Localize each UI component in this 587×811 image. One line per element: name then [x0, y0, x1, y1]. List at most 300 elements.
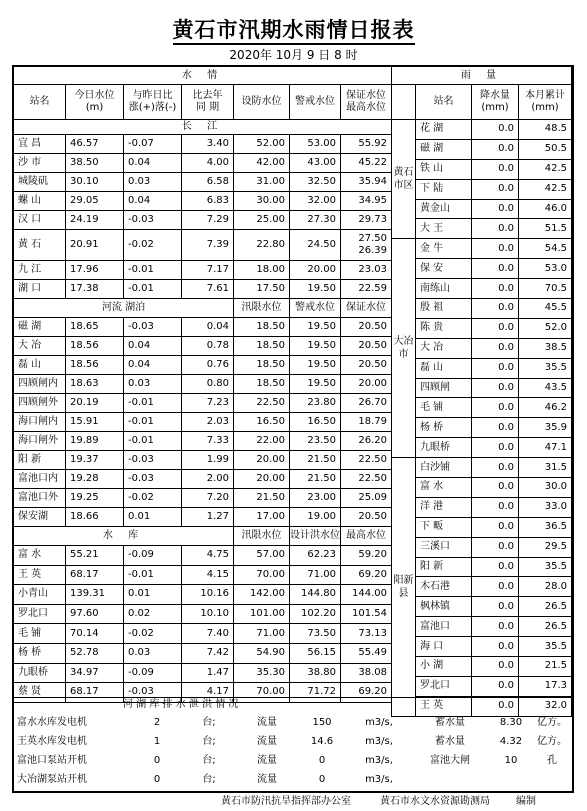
station-name: 木石港	[416, 577, 472, 597]
water-value: 57.00	[234, 546, 290, 566]
water-value: 2.03	[182, 413, 234, 432]
water-value: 20.00	[234, 470, 290, 489]
discharge-value: 流量	[257, 754, 277, 766]
rain-value: 32.0	[519, 696, 572, 716]
water-value: 7.20	[182, 489, 234, 508]
discharge-value: 8.30	[499, 716, 523, 728]
station-name: 大 冶	[14, 337, 66, 356]
discharge-value: 1	[153, 735, 161, 747]
water-value: 7.61	[182, 280, 234, 299]
discharge-value: m3/s,	[365, 773, 393, 785]
water-value: 0.04	[124, 356, 182, 375]
station-name: 花 湖	[416, 120, 472, 140]
water-value: 38.50	[66, 154, 124, 173]
water-value: 20.00	[290, 261, 341, 280]
district-name: 大冶市	[392, 239, 416, 458]
water-value: 6.83	[182, 192, 234, 211]
water-value: 42.00	[234, 154, 290, 173]
water-value: 73.13	[341, 624, 392, 644]
water-value: 24.19	[66, 211, 124, 230]
discharge-value: 蓄水量	[435, 735, 465, 747]
water-value: 71.72	[290, 683, 341, 703]
water-value: 56.15	[290, 643, 341, 663]
rain-column-header-cell: 降水量 (mm)	[472, 85, 519, 120]
water-column-header-cell: 站名	[14, 85, 66, 120]
water-value: 19.37	[66, 451, 124, 470]
discharge-value: 14.6	[310, 735, 334, 747]
station-name: 杨 桥	[14, 643, 66, 663]
discharge-value: 富水水库发电机	[17, 716, 87, 728]
discharge-value: 2	[153, 716, 161, 728]
water-value: 31.00	[234, 173, 290, 192]
rain-value: 53.0	[519, 259, 572, 279]
rain-value: 28.0	[519, 577, 572, 597]
water-value: 7.23	[182, 394, 234, 413]
rain-value: 26.5	[519, 617, 572, 637]
water-value: -0.03	[124, 683, 182, 703]
water-value: 23.03	[341, 261, 392, 280]
water-value: 29.73	[341, 211, 392, 230]
rain-value: 0.0	[472, 338, 519, 358]
group-column-header: 警戒水位	[290, 299, 341, 318]
water-value: 45.22	[341, 154, 392, 173]
rain-value: 36.5	[519, 517, 572, 537]
station-name: 富池口	[416, 617, 472, 637]
water-value: 18.50	[234, 318, 290, 337]
rain-value: 70.5	[519, 279, 572, 299]
station-name: 四顾闸外	[14, 394, 66, 413]
water-value: 144.00	[341, 585, 392, 605]
water-value: 18.00	[234, 261, 290, 280]
discharge-value: 亿方。	[537, 716, 567, 728]
rain-value: 0.0	[472, 418, 519, 438]
water-value: 22.00	[234, 432, 290, 451]
footer-bureau: 黄石市水文水资源勘测局	[380, 796, 490, 807]
water-value: 18.63	[66, 375, 124, 394]
group-label-rivers-lakes: 河流 湖泊	[14, 299, 234, 318]
water-value: 24.50	[290, 230, 341, 261]
rain-value: 0.0	[472, 617, 519, 637]
water-value: -0.01	[124, 280, 182, 299]
water-value: 38.08	[341, 663, 392, 683]
water-value: 0.03	[124, 173, 182, 192]
water-value: 20.00	[341, 375, 392, 394]
water-value: 20.00	[234, 451, 290, 470]
water-value: 18.50	[234, 356, 290, 375]
station-name: 蔡 贤	[14, 683, 66, 703]
water-value: 23.80	[290, 394, 341, 413]
rain-value: 0.0	[472, 657, 519, 677]
water-value: -0.01	[124, 413, 182, 432]
station-name: 城陵矶	[14, 173, 66, 192]
water-value: 70.00	[234, 565, 290, 585]
station-name: 磊 山	[416, 358, 472, 378]
rain-value: 0.0	[472, 159, 519, 179]
discharge-value: 孔	[547, 754, 557, 766]
water-value: 23.00	[290, 489, 341, 508]
water-value: 144.80	[290, 585, 341, 605]
water-value: -0.01	[124, 565, 182, 585]
rain-value: 43.5	[519, 378, 572, 398]
water-value: -0.02	[124, 624, 182, 644]
water-value: -0.01	[124, 432, 182, 451]
water-value: 7.40	[182, 624, 234, 644]
discharge-value: 0	[153, 773, 161, 785]
water-value: 29.05	[66, 192, 124, 211]
water-value: -0.03	[124, 470, 182, 489]
water-value: 101.00	[234, 604, 290, 624]
water-value: 35.94	[341, 173, 392, 192]
water-value: 32.50	[290, 173, 341, 192]
rain-value: 45.5	[519, 299, 572, 319]
water-value: 0.04	[124, 337, 182, 356]
rain-value: 0.0	[472, 557, 519, 577]
rain-value: 0.0	[472, 179, 519, 199]
water-value: 69.20	[341, 683, 392, 703]
station-name: 九眼桥	[14, 663, 66, 683]
station-name: 陈 贵	[416, 318, 472, 338]
discharge-value: 流量	[257, 773, 277, 785]
rain-value: 48.5	[519, 120, 572, 140]
water-value: 22.50	[341, 451, 392, 470]
station-name: 磁 湖	[14, 318, 66, 337]
water-value: 70.14	[66, 624, 124, 644]
rain-value: 0.0	[472, 637, 519, 657]
district-name: 阳新县	[392, 458, 416, 717]
rain-value: 35.9	[519, 418, 572, 438]
group-column-header: 保证水位	[341, 299, 392, 318]
station-name: 海口闸外	[14, 432, 66, 451]
water-value: 97.60	[66, 604, 124, 624]
discharge-value: 台;	[202, 716, 216, 728]
rain-value: 0.0	[472, 398, 519, 418]
water-value: -0.03	[124, 451, 182, 470]
station-name: 阳 新	[14, 451, 66, 470]
water-value: 0.04	[124, 192, 182, 211]
station-name: 湖 口	[14, 280, 66, 299]
rain-value: 42.5	[519, 159, 572, 179]
discharge-value: 蓄水量	[435, 716, 465, 728]
water-value: 1.47	[182, 663, 234, 683]
water-value: 70.00	[234, 683, 290, 703]
water-column-header-cell: 警戒水位	[290, 85, 341, 120]
water-value: 17.50	[234, 280, 290, 299]
rain-value: 46.2	[519, 398, 572, 418]
water-value: 20.50	[341, 318, 392, 337]
station-name: 白沙铺	[416, 458, 472, 478]
water-value: 18.50	[234, 375, 290, 394]
water-value: 62.23	[290, 546, 341, 566]
station-name: 枫林镇	[416, 597, 472, 617]
water-value: 55.49	[341, 643, 392, 663]
rain-value: 17.3	[519, 676, 572, 696]
water-value: 2.00	[182, 470, 234, 489]
water-value: 68.17	[66, 683, 124, 703]
rain-column-header-cell: 本月累计 (mm)	[519, 85, 572, 120]
water-value: 1.27	[182, 508, 234, 527]
water-value: -0.03	[124, 318, 182, 337]
water-value: 59.20	[341, 546, 392, 566]
station-name: 黄金山	[416, 199, 472, 219]
water-value: -0.09	[124, 546, 182, 566]
station-name: 富 水	[14, 546, 66, 566]
water-value: 18.56	[66, 356, 124, 375]
station-name: 罗北口	[14, 604, 66, 624]
water-value: 19.25	[66, 489, 124, 508]
station-name: 沙 市	[14, 154, 66, 173]
water-value: 68.17	[66, 565, 124, 585]
water-value: 18.79	[341, 413, 392, 432]
station-name: 宜 昌	[14, 135, 66, 154]
water-value: 71.00	[290, 565, 341, 585]
water-value: -0.02	[124, 489, 182, 508]
station-name: 殷 祖	[416, 299, 472, 319]
water-value: 25.00	[234, 211, 290, 230]
rain-value: 29.5	[519, 537, 572, 557]
water-value: 73.50	[290, 624, 341, 644]
water-value: 71.00	[234, 624, 290, 644]
station-name: 王 英	[416, 696, 472, 716]
station-name: 富池口内	[14, 470, 66, 489]
rain-value: 0.0	[472, 139, 519, 159]
discharge-value: 台;	[202, 773, 216, 785]
footer-compile: 编制	[516, 796, 536, 807]
water-value: 53.00	[290, 135, 341, 154]
water-value: 52.78	[66, 643, 124, 663]
rain-section-label: 雨 量	[392, 67, 572, 85]
water-value: 19.89	[66, 432, 124, 451]
water-value: 0.01	[124, 585, 182, 605]
water-value: -0.02	[124, 230, 182, 261]
water-value: 17.38	[66, 280, 124, 299]
discharge-value: 流量	[257, 716, 277, 728]
water-value: 139.31	[66, 585, 124, 605]
water-section-label: 水 情	[14, 67, 392, 85]
water-value: 20.91	[66, 230, 124, 261]
water-value: 22.80	[234, 230, 290, 261]
rain-value: 0.0	[472, 517, 519, 537]
water-value: 7.39	[182, 230, 234, 261]
discharge-section-label: 河 湖 库 排 水 泄 洪 情 况	[123, 699, 239, 710]
rain-value: 0.0	[472, 537, 519, 557]
water-column-header-cell: 保证水位 最高水位	[341, 85, 392, 120]
water-value: 0.02	[124, 604, 182, 624]
rain-value: 0.0	[472, 259, 519, 279]
station-name: 洋 港	[416, 497, 472, 517]
rain-value: 0.0	[472, 120, 519, 140]
water-value: 17.00	[234, 508, 290, 527]
station-name: 螺 山	[14, 192, 66, 211]
water-value: 101.54	[341, 604, 392, 624]
water-column-header-cell: 与昨日比 涨(+)落(-)	[124, 85, 182, 120]
rain-value: 0.0	[472, 378, 519, 398]
rain-value: 0.0	[472, 478, 519, 498]
rain-value: 31.5	[519, 458, 572, 478]
station-name: 富 水	[416, 478, 472, 498]
water-value: 4.15	[182, 565, 234, 585]
rain-value: 0.0	[472, 438, 519, 458]
rain-value: 0.0	[472, 597, 519, 617]
report-frame	[12, 65, 574, 793]
station-name: 黄 石	[14, 230, 66, 261]
water-value: -0.01	[124, 394, 182, 413]
water-value: 0.03	[124, 643, 182, 663]
water-value: 7.17	[182, 261, 234, 280]
rain-value: 35.5	[519, 637, 572, 657]
water-value: 30.00	[234, 192, 290, 211]
water-value: 34.95	[341, 192, 392, 211]
water-value: 4.75	[182, 546, 234, 566]
water-value: 52.00	[234, 135, 290, 154]
water-value: 38.80	[290, 663, 341, 683]
discharge-value: m3/s,	[365, 754, 393, 766]
rain-value: 0.0	[472, 239, 519, 259]
water-value: -0.03	[124, 211, 182, 230]
water-value: 19.28	[66, 470, 124, 489]
rain-value: 52.0	[519, 318, 572, 338]
water-value: 19.50	[290, 337, 341, 356]
water-value: 1.99	[182, 451, 234, 470]
discharge-value: 0	[318, 754, 326, 766]
rain-column-header-cell: 站名	[416, 85, 472, 120]
group-column-header: 最高水位	[341, 527, 392, 546]
rain-value: 51.5	[519, 219, 572, 239]
water-value: 102.20	[290, 604, 341, 624]
station-name: 阳 新	[416, 557, 472, 577]
water-value: 18.50	[234, 337, 290, 356]
rain-value: 21.5	[519, 657, 572, 677]
water-value: 0.04	[124, 154, 182, 173]
station-name: 三溪口	[416, 537, 472, 557]
water-value: 22.50	[234, 394, 290, 413]
water-value: 19.50	[290, 356, 341, 375]
water-value: 142.00	[234, 585, 290, 605]
rain-value: 42.5	[519, 179, 572, 199]
water-column-header-cell: 比去年 同 期	[182, 85, 234, 120]
discharge-value: 4.32	[499, 735, 523, 747]
water-value: 16.50	[290, 413, 341, 432]
station-name: 四顾闸	[416, 378, 472, 398]
water-value: 34.97	[66, 663, 124, 683]
water-value: 0.04	[182, 318, 234, 337]
rain-value: 0.0	[472, 219, 519, 239]
rain-value: 26.5	[519, 597, 572, 617]
water-value: 16.50	[234, 413, 290, 432]
water-column-header-cell: 设防水位	[234, 85, 290, 120]
water-value: -0.01	[124, 261, 182, 280]
water-value: 15.91	[66, 413, 124, 432]
station-name: 磊 山	[14, 356, 66, 375]
station-name: 大 王	[416, 219, 472, 239]
rain-value: 0.0	[472, 299, 519, 319]
water-value: 4.00	[182, 154, 234, 173]
discharge-value: 富池大闸	[430, 754, 470, 766]
rain-value: 33.0	[519, 497, 572, 517]
discharge-divider	[12, 697, 572, 698]
water-value: -0.09	[124, 663, 182, 683]
station-name: 金 牛	[416, 239, 472, 259]
water-value: 21.50	[234, 489, 290, 508]
station-name: 铁 山	[416, 159, 472, 179]
discharge-value: 王英水库发电机	[17, 735, 87, 747]
water-value: 0.76	[182, 356, 234, 375]
group-column-header: 设计洪水位	[290, 527, 341, 546]
rain-value: 38.5	[519, 338, 572, 358]
station-name: 汉 口	[14, 211, 66, 230]
station-name: 毛 铺	[416, 398, 472, 418]
water-value: 22.50	[341, 470, 392, 489]
water-value: 55.92	[341, 135, 392, 154]
discharge-value: m3/s,	[365, 735, 393, 747]
discharge-value: 大冶湖泵站开机	[17, 773, 87, 785]
district-name: 黄石市区	[392, 120, 416, 239]
station-name: 毛 铺	[14, 624, 66, 644]
station-name: 下 畈	[416, 517, 472, 537]
water-value: 21.50	[290, 470, 341, 489]
water-value: 3.40	[182, 135, 234, 154]
water-value: 18.56	[66, 337, 124, 356]
station-name: 四顾闸内	[14, 375, 66, 394]
water-value: 27.50 26.39	[341, 230, 392, 261]
water-value: 19.50	[290, 375, 341, 394]
station-name: 磁 湖	[416, 139, 472, 159]
station-name: 保 安	[416, 259, 472, 279]
discharge-value: m3/s,	[365, 716, 393, 728]
station-name: 九 江	[14, 261, 66, 280]
water-value: 19.50	[290, 280, 341, 299]
water-value: 0.80	[182, 375, 234, 394]
discharge-value: 150	[312, 716, 332, 728]
water-value: 23.50	[290, 432, 341, 451]
water-value: 32.00	[290, 192, 341, 211]
station-name: 海 口	[416, 637, 472, 657]
rain-value: 35.5	[519, 358, 572, 378]
group-label-changjiang: 长 江	[14, 120, 392, 135]
discharge-value: 0	[153, 754, 161, 766]
water-value: 35.30	[234, 663, 290, 683]
water-value: 20.50	[341, 508, 392, 527]
station-name: 海口闸内	[14, 413, 66, 432]
water-value: 20.50	[341, 337, 392, 356]
station-name: 小 湖	[416, 657, 472, 677]
rain-value: 0.0	[472, 458, 519, 478]
report-title: 黄石市汛期水雨情日报表	[0, 14, 587, 44]
water-value: 46.57	[66, 135, 124, 154]
group-column-header: 汛限水位	[234, 299, 290, 318]
water-value: 7.29	[182, 211, 234, 230]
rain-value: 0.0	[472, 696, 519, 716]
water-value: 0.78	[182, 337, 234, 356]
discharge-value: 台;	[202, 754, 216, 766]
rain-value: 0.0	[472, 279, 519, 299]
water-column-header-cell: 今日水位 (m)	[66, 85, 124, 120]
report-datetime: 2020年 10月 9 日 8 时	[229, 48, 358, 62]
water-value: 30.10	[66, 173, 124, 192]
water-value: 21.50	[290, 451, 341, 470]
footer-office: 黄石市防汛抗旱指挥部办公室	[221, 796, 351, 807]
station-name: 保安湖	[14, 508, 66, 527]
water-value: 25.09	[341, 489, 392, 508]
rain-value: 0.0	[472, 318, 519, 338]
water-value: 27.30	[290, 211, 341, 230]
rain-value: 54.5	[519, 239, 572, 259]
water-value: 20.50	[341, 356, 392, 375]
rain-value: 30.0	[519, 478, 572, 498]
station-name: 南练山	[416, 279, 472, 299]
water-value: 7.42	[182, 643, 234, 663]
discharge-value: 亿方。	[537, 735, 567, 747]
water-value: 26.70	[341, 394, 392, 413]
